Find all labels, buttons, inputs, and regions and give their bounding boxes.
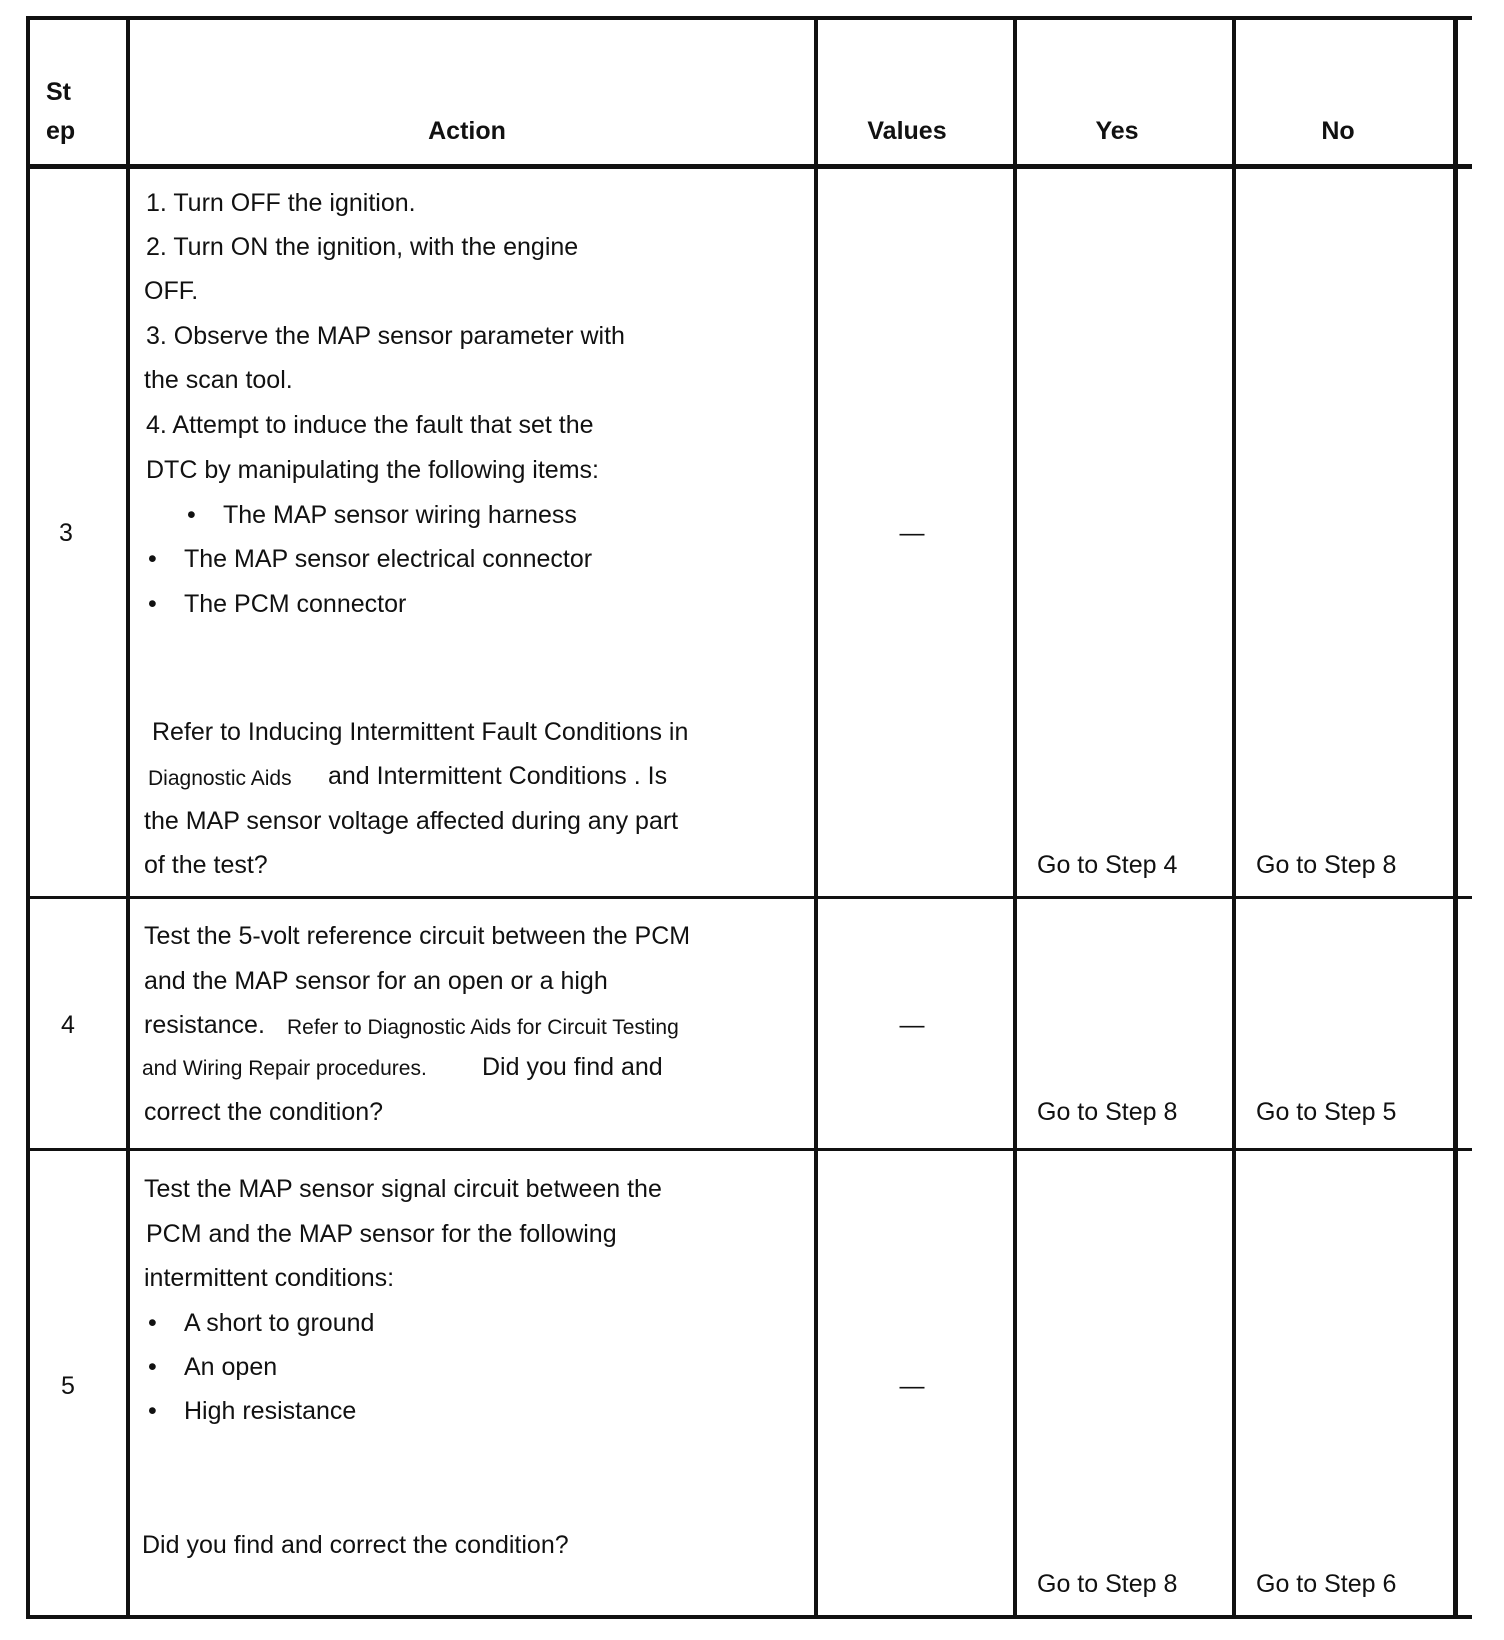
value-cell: —: [899, 519, 925, 547]
row-divider-3-4: [26, 896, 1472, 899]
refer-line: and Intermittent Conditions . Is: [328, 762, 668, 790]
table-border-bottom: [26, 1615, 1472, 1619]
header-no: No: [1321, 117, 1355, 145]
table-border-left: [26, 16, 30, 1619]
col-divider-step: [126, 16, 130, 1619]
refer-line: of the test?: [144, 851, 268, 879]
action-line-small: Refer to Diagnostic Aids for Circuit Testing: [287, 1016, 679, 1039]
bullet-item: High resistance: [184, 1397, 357, 1425]
action-line: Test the MAP sensor signal circuit between the: [144, 1175, 662, 1203]
action-line: 4. Attempt to induce the fault that set the: [146, 411, 594, 439]
bullet-item: The MAP sensor wiring harness: [223, 501, 577, 529]
header-values: Values: [867, 117, 947, 145]
bullet-item: A short to ground: [184, 1309, 375, 1337]
action-line: Test the 5-volt reference circuit between the PCM: [144, 922, 691, 950]
header-action: Action: [428, 117, 506, 145]
bullet-dot-icon: •: [148, 590, 157, 618]
action-line-small: and Wiring Repair procedures.: [142, 1057, 427, 1080]
bullet-item: An open: [184, 1353, 278, 1381]
action-line: PCM and the MAP sensor for the following: [146, 1220, 617, 1248]
header-step-line2: ep: [46, 117, 76, 145]
value-cell: —: [899, 1372, 925, 1400]
col-divider-action: [814, 16, 818, 1619]
header-yes: Yes: [1095, 117, 1139, 145]
action-line: DTC by manipulating the following items:: [146, 456, 599, 484]
no-cell: Go to Step 6: [1256, 1570, 1397, 1598]
action-line: 1. Turn OFF the ignition.: [146, 189, 416, 217]
row-divider-4-5: [26, 1148, 1472, 1151]
bullet-dot-icon: •: [148, 1353, 157, 1381]
action-line: OFF.: [144, 277, 199, 305]
header-step-line1: St: [46, 78, 71, 106]
value-cell: —: [899, 1011, 925, 1039]
action-line: Did you find and: [482, 1053, 663, 1081]
bullet-dot-icon: •: [148, 1397, 157, 1425]
bullet-item: The MAP sensor electrical connector: [184, 545, 593, 573]
bullet-dot-icon: •: [187, 501, 196, 529]
col-divider-yes: [1232, 16, 1236, 1619]
no-cell: Go to Step 5: [1256, 1098, 1397, 1126]
action-line: the scan tool.: [144, 366, 293, 394]
action-line: intermittent conditions:: [144, 1264, 395, 1292]
refer-line: the MAP sensor voltage affected during any part: [144, 807, 679, 835]
action-question: Did you find and correct the condition?: [142, 1531, 569, 1559]
step-number: 4: [61, 1011, 75, 1039]
yes-cell: Go to Step 4: [1037, 851, 1178, 879]
yes-cell: Go to Step 8: [1037, 1570, 1178, 1598]
action-line: 3. Observe the MAP sensor parameter with: [146, 322, 625, 350]
bullet-dot-icon: •: [148, 1309, 157, 1337]
action-line: correct the condition?: [144, 1098, 384, 1126]
header-divider: [26, 164, 1472, 169]
yes-cell: Go to Step 8: [1037, 1098, 1178, 1126]
action-line: and the MAP sensor for an open or a high: [144, 967, 608, 995]
bullet-item: The PCM connector: [184, 590, 407, 618]
action-line: resistance.: [144, 1011, 265, 1039]
table-border-right: [1453, 16, 1458, 1619]
action-line: 2. Turn ON the ignition, with the engine: [146, 233, 579, 261]
no-cell: Go to Step 8: [1256, 851, 1397, 879]
step-number: 5: [61, 1372, 75, 1400]
refer-line-small: Diagnostic Aids: [148, 767, 292, 790]
table-border-top: [26, 16, 1472, 20]
bullet-dot-icon: •: [148, 545, 157, 573]
refer-line: Refer to Inducing Intermittent Fault Conditions in: [152, 718, 689, 746]
step-number: 3: [59, 519, 73, 547]
col-divider-values: [1013, 16, 1017, 1619]
